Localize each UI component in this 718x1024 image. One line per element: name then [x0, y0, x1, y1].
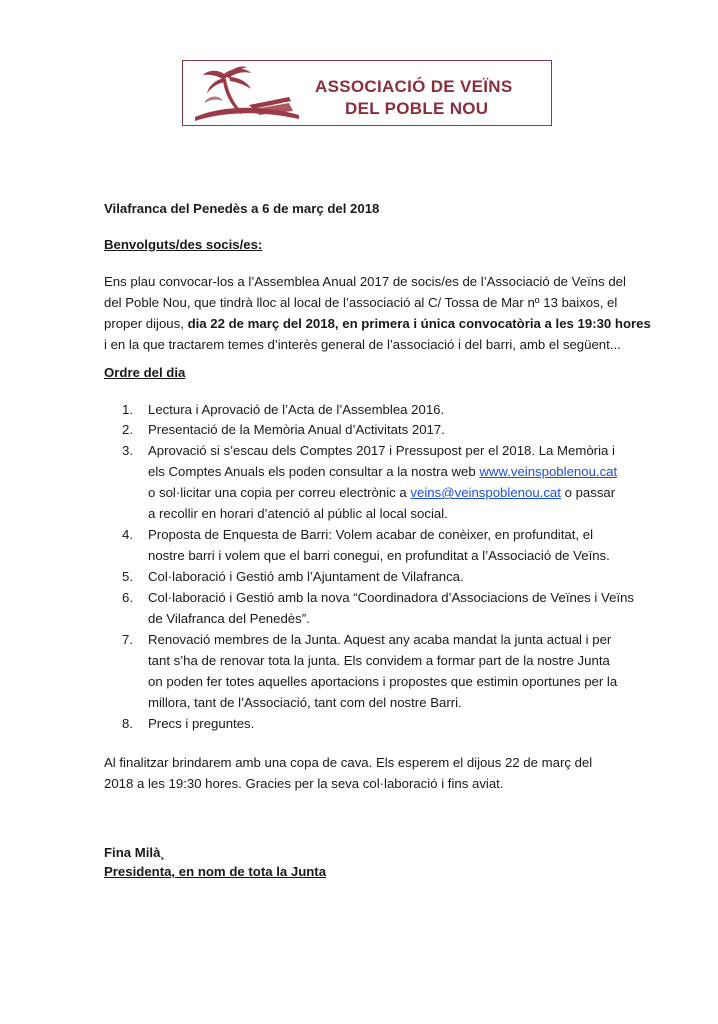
- agenda-text: Col·laboració i Gestió amb l’Ajuntament de Vilafranca.: [148, 569, 464, 584]
- agenda-number: 3.: [122, 443, 133, 458]
- agenda-text: [148, 461, 648, 482]
- greeting: Benvolguts/des socis/es:: [104, 237, 263, 252]
- meeting-date-highlight: dia 22 de març del 2018, en primera i única convocatòria a les 19:30 hores: [187, 316, 651, 331]
- agenda-text: Proposta de Enquesta de Barri: Volem acabar de conèixer, en profunditat, el: [148, 527, 593, 542]
- agenda-text: [148, 482, 648, 503]
- palm-tree-beach-icon: [193, 65, 301, 123]
- logo-title: ASSOCIACIÓ DE VEÏNS: [315, 77, 513, 96]
- agenda-text: Aprovació si s’escau dels Comptes 2017 i Pressupost per el 2018. La Memòria i: [148, 443, 615, 458]
- agenda-number: 8.: [122, 716, 133, 731]
- agenda-text-part: o sol·licitar una copia per correu electrònic a: [148, 485, 411, 500]
- agenda-text: Presentació de la Memòria Anual d’Activitats 2017.: [148, 422, 445, 437]
- agenda-number: 5.: [122, 569, 133, 584]
- closing-paragraph: [104, 752, 624, 794]
- agenda-number: 7.: [122, 632, 133, 647]
- agenda-number: 6.: [122, 590, 133, 605]
- website-link[interactable]: www.veinspoblenou.cat: [479, 464, 618, 479]
- agenda-text: Lectura i Aprovació de l’Acta de l’Assemblea 2016.: [148, 402, 445, 417]
- date-line: Vilafranca del Penedès a 6 de març del 2018: [104, 201, 380, 216]
- agenda-text-part: o passar: [560, 485, 616, 500]
- agenda-text: on poden fer totes aquelles aportacions i propostes que estimin oportunes per la: [148, 674, 618, 689]
- intro-line: del Poble Nou, que tindrà lloc al local de l’associació al C/ Tossa de Mar nº 13 baixos, el: [104, 295, 618, 310]
- agenda-text-part: els Comptes Anuals els poden consultar a la nostra web: [148, 464, 480, 479]
- agenda-number: 4.: [122, 527, 133, 542]
- intro-line: i en la que tractarem temes d’interès general de l’associació i del barri, amb el següent...: [104, 337, 621, 352]
- email-link[interactable]: veins@veinspoblenou.cat: [410, 485, 561, 500]
- agenda-text: a recollir en horari d’atenció al públic al local social.: [148, 506, 448, 521]
- agenda-text: de Vilafranca del Penedès”.: [148, 611, 310, 626]
- agenda-text: Renovació membres de la Junta. Aquest any acaba mandat la junta actual i per: [148, 632, 612, 647]
- closing-line: 2018 a les 19:30 hores. Gracies per la seva col·laboració i fins aviat.: [104, 776, 504, 791]
- closing-line: Al finalitzar brindarem amb una copa de cava. Els esperem el dijous 22 de març del: [104, 755, 593, 770]
- intro-line: Ens plau convocar-los a l’Assemblea Anual 2017 de socis/es de l’Associació de Veïns del: [104, 274, 626, 289]
- agenda-number: 2.: [122, 422, 133, 437]
- intro-paragraph: [104, 271, 651, 355]
- agenda-text: Col·laboració i Gestió amb la nova “Coordinadora d’Associacions de Veïnes i Veïns: [148, 590, 635, 605]
- agenda-text: millora, tant de l’Associació, tant com del nostre Barri.: [148, 695, 462, 710]
- agenda-title: Ordre del dia: [104, 365, 186, 380]
- agenda-text: Precs i preguntes.: [148, 716, 255, 731]
- signature-role: Presidenta, en nom de tota la Junta: [104, 864, 327, 879]
- agenda-number: 1.: [122, 402, 133, 417]
- logo-subtitle: DEL POBLE NOU: [345, 99, 489, 118]
- intro-text: proper dijous,: [104, 316, 188, 331]
- agenda-text: nostre barri i volem que el barri conegui, en profunditat a l’Associació de Veïns.: [148, 548, 610, 563]
- agenda-text: tant s’ha de renovar tota la junta. Els convidem a formar part de la nostre Junta: [148, 653, 610, 668]
- signature-name: Fina Milà¸: [104, 845, 165, 860]
- association-logo: [182, 60, 552, 126]
- intro-line: [104, 313, 651, 334]
